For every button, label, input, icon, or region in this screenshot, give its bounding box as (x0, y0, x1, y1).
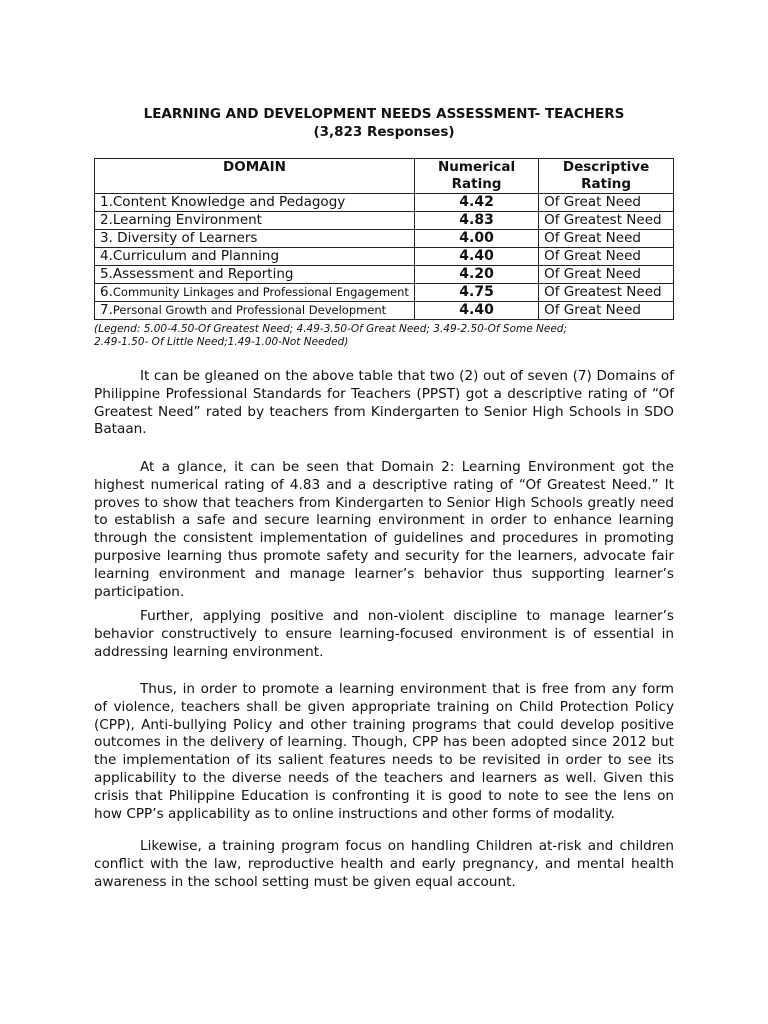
table-row (95, 248, 674, 266)
paragraph-block (94, 459, 674, 601)
descriptive-rating-cell: Of Greatest Need (539, 284, 674, 302)
domain-cell: 5.Assessment and Reporting (95, 266, 415, 284)
numerical-rating-cell: 4.83 (414, 212, 538, 230)
descriptive-rating-cell: Of Greatest Need (539, 212, 674, 230)
domain-number: 7. (100, 302, 113, 318)
paragraph: At a glance, it can be seen that Domain 2: Learning Environment got the highest numerical rating of 4.83 and a descriptive rating of “Of Greatest Need.” It proves to show that teachers from Kindergarten to Senior High Schools greatly need to establish a safe and secure learning environment in order to enhance learning through the consistent implementation of guidelines and procedures in promoting purposive learning thus promote safety and security for the learners, advocate fair learning environment and manage learner’s behavior thus supporting learner’s participation. (94, 459, 674, 600)
numerical-rating-cell: 4.00 (414, 230, 538, 248)
numerical-rating-cell: 4.75 (414, 284, 538, 302)
domain-name: Personal Growth and Professional Development (112, 303, 387, 317)
header-descriptive-rating: Descriptive Rating (539, 159, 674, 194)
domain-cell: 3. Diversity of Learners (95, 230, 415, 248)
numerical-rating-cell: 4.20 (414, 266, 538, 284)
paragraph: Thus, in order to promote a learning environment that is free from any form of violence, teachers shall be given appropriate training on Child Protection Policy (CPP), Anti-bullying Policy and other training programs that could develop positive outcomes in the delivery of learning. Though, CPP has been adopted since 2012 but the implementation of its salient features needs to be revisited in order to see its applicability to the diverse needs of the teachers and learners as well. Given this crisis that Philippine Education is confronting it is good to note to see the lens on how CPP’s applicability as to online instructions and other forms of modality. (94, 681, 674, 822)
table-legend (94, 323, 674, 349)
numerical-rating-cell: 4.40 (414, 302, 538, 320)
document-title (0, 105, 768, 141)
paragraph: It can be gleaned on the above table that two (2) out of seven (7) Domains of Philippine Professional Standards for Teachers (PPST) got a descriptive rating of “Of Greatest Need” rated by teachers from Kindergarten to Senior High Schools in SDO Bataan. (94, 368, 674, 438)
table-row (95, 302, 674, 320)
descriptive-rating-cell: Of Great Need (539, 248, 674, 266)
descriptive-rating-cell: Of Great Need (539, 194, 674, 212)
paragraph-block (94, 681, 674, 823)
table-header-row (95, 159, 674, 194)
table-row (95, 230, 674, 248)
domain-cell (95, 284, 415, 302)
title-line-2: (3,823 Responses) (313, 124, 455, 140)
numerical-rating-cell: 4.40 (414, 248, 538, 266)
table-row (95, 284, 674, 302)
table-row (95, 194, 674, 212)
domain-cell: 2.Learning Environment (95, 212, 415, 230)
header-numerical-rating: Numerical Rating (414, 159, 538, 194)
descriptive-rating-cell: Of Great Need (539, 302, 674, 320)
paragraph: Further, applying positive and non-violent discipline to manage learner’s behavior constructively to ensure learning-focused environment is of essential in addressing learning environment. (94, 608, 674, 660)
paragraph-block (94, 838, 674, 891)
domain-cell (95, 302, 415, 320)
header-domain: DOMAIN (95, 159, 415, 194)
numerical-rating-cell: 4.42 (414, 194, 538, 212)
table-row (95, 266, 674, 284)
domain-number: 6. (100, 284, 113, 300)
descriptive-rating-cell: Of Great Need (539, 230, 674, 248)
paragraph: Likewise, a training program focus on handling Children at-risk and children conflict with the law, reproductive health and early pregnancy, and mental health awareness in the school setting must be given equal account. (94, 838, 674, 890)
table-row (95, 212, 674, 230)
needs-assessment-table (94, 158, 674, 320)
legend-line-2: 2.49-1.50- Of Little Need;1.49-1.00-Not Needed) (94, 336, 349, 348)
legend-line-1: (Legend: 5.00-4.50-Of Greatest Need; 4.49-3.50-Of Great Need; 3.49-2.50-Of Some Need; (94, 323, 568, 335)
paragraph-block (94, 608, 674, 661)
domain-cell: 4.Curriculum and Planning (95, 248, 415, 266)
descriptive-rating-cell: Of Great Need (539, 266, 674, 284)
paragraph-block (94, 368, 674, 439)
domain-name: Community Linkages and Professional Engagement (112, 285, 409, 299)
domain-cell: 1.Content Knowledge and Pedagogy (95, 194, 415, 212)
title-line-1: LEARNING AND DEVELOPMENT NEEDS ASSESSMENT- TEACHERS (143, 106, 625, 122)
